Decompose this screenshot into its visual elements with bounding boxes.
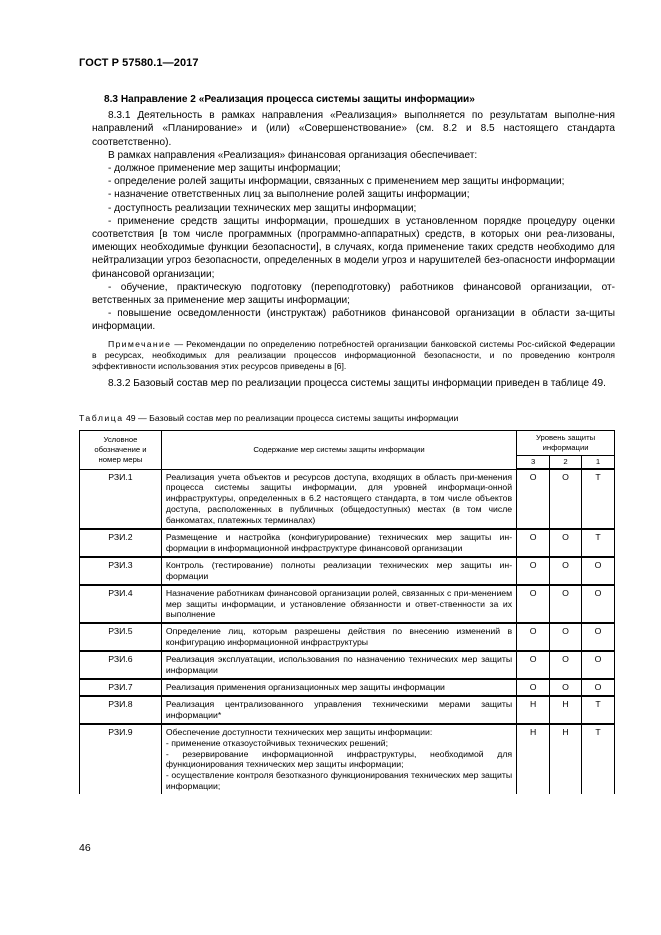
level-3-value: О <box>517 529 550 557</box>
level-2-value: О <box>550 679 582 696</box>
measure-content: Реализация применения организационных мер защиты информации <box>161 679 516 696</box>
measure-code: РЗИ.9 <box>80 724 162 794</box>
paragraph: 8.3.1 Деятельность в рамках направления «Реализация» выполняется по результатам выполне-ния направлений «Планирование» и (или) «Совершенствование» (см. 8.2 и 8.5 настоящего стандарта соответственно). <box>92 110 615 148</box>
measure-content: Реализация учета объектов и ресурсов доступа, входящих в область при-менения процесса системы защиты информации, для уровней информаци-онной инфраструктуры, определенных в 6.2 настоящего стандарта, в том числе объектов доступа, расположенных в публичных (общедоступных) местах (в том числе банкоматах, платежных терминалах) <box>161 469 516 529</box>
level-3-value: О <box>517 651 550 679</box>
table-caption-label: Таблица <box>79 413 124 423</box>
table-caption <box>79 413 458 423</box>
level-2-value: О <box>550 623 582 651</box>
page-number: 46 <box>79 842 91 854</box>
paragraph: 8.3.2 Базовый состав мер по реализации процесса системы защиты информации приведен в таблице 49. <box>108 378 606 390</box>
measure-code: РЗИ.7 <box>80 679 162 696</box>
level-1-value: О <box>582 557 615 585</box>
column-header-level-1: 1 <box>582 456 615 470</box>
column-header-level-3: 3 <box>517 456 550 470</box>
level-1-value: Т <box>582 696 615 724</box>
measure-content: Назначение работникам финансовой организации ролей, связанных с при-менением мер защиты информации, и установление обязанности и ответ-ственности за их выполнение <box>161 585 516 624</box>
table-caption-text: 49 — Базовый состав мер по реализации процесса системы защиты информации <box>123 413 459 423</box>
paragraph: В рамках направления «Реализация» финансовая организация обеспечивает: <box>108 149 478 161</box>
level-3-value: О <box>517 469 550 529</box>
table-row <box>80 557 615 585</box>
list-item: - повышение осведомленности (инструктаж) работников финансовой организации в области за-щиты информации. <box>92 308 615 333</box>
measure-content-line: - осуществление контроля безотказного функционирования технических мер защиты информации; <box>165 770 513 792</box>
note-label: Примечание <box>108 338 172 349</box>
measure-code: РЗИ.6 <box>80 651 162 679</box>
table-row <box>80 469 615 529</box>
level-2-value: О <box>550 529 582 557</box>
level-2-value: О <box>550 585 582 624</box>
measure-code: РЗИ.3 <box>80 557 162 585</box>
measure-code: РЗИ.8 <box>80 696 162 724</box>
note-text: — Рекомендации по определению потребностей организации банковской системы Рос-сийской Федерации в ресурсах, необходимых для реализации процессов информационной безопасности, и по проведению контроля эффективности использования этих ресурсов приведены в [6]. <box>92 338 615 372</box>
measure-content-line: Обеспечение доступности технических мер защиты информации: <box>165 726 433 737</box>
table-row <box>80 529 615 557</box>
note <box>92 339 615 373</box>
measure-code: РЗИ.1 <box>80 469 162 529</box>
list-item: - назначение ответственных лиц за выполнение ролей защиты информации; <box>108 189 470 201</box>
list-item: - должное применение мер защиты информации; <box>108 163 341 175</box>
table-row <box>80 651 615 679</box>
table-row <box>80 623 615 651</box>
section-body <box>92 93 615 390</box>
level-2-value: О <box>550 469 582 529</box>
table-row <box>80 696 615 724</box>
column-header-level: Уровень защиты информации <box>517 431 615 456</box>
level-2-value: Н <box>550 724 582 794</box>
measure-content: Реализация эксплуатации, использования по назначению технических мер защиты информации <box>161 651 516 679</box>
level-3-value: Н <box>517 696 550 724</box>
list-item: - обучение, практическую подготовку (переподготовку) работников финансовой организации, от-ветственных за применение мер защиты информации; <box>92 281 615 307</box>
table-row <box>80 585 615 624</box>
measure-content: Реализация централизованного управления техническими мерами защиты информации* <box>161 696 516 724</box>
list-item: - применение средств защиты информации, прошедших в установленном порядке процедуру оценки соответствия [в том числе программных (программно-аппаратных) средств, в которых они реа-лизованы, имеющих необходимые функции безопасности], в случаях, когда применение таких средств необходимо для нейтрализации угроз безопасности, определенных в модели угроз и нарушителей без-опасности информации финансовой организации; <box>92 215 615 280</box>
level-3-value: О <box>517 585 550 624</box>
standard-header: ГОСТ Р 57580.1—2017 <box>79 57 199 69</box>
measure-content: Определение лиц, которым разрешены действия по внесению изменений в конфигурацию информационной инфраструктуры <box>161 623 516 651</box>
measure-content: Контроль (тестирование) полноты реализации технических мер защиты ин-формации <box>161 557 516 585</box>
measure-content-line: - применение отказоустойчивых технических решений; <box>165 737 389 748</box>
column-header-code: Условное обозначение и номер меры <box>80 431 162 470</box>
table-header-row <box>80 431 615 456</box>
list-item: - доступность реализации технических мер защиты информации; <box>108 202 417 214</box>
level-2-value: О <box>550 651 582 679</box>
table-row <box>80 724 615 794</box>
list-item: - определение ролей защиты информации, связанных с применением мер защиты информации; <box>108 176 565 188</box>
level-3-value: О <box>517 557 550 585</box>
table-body <box>80 469 615 794</box>
section-title: 8.3 Направление 2 «Реализация процесса системы защиты информации» <box>104 94 475 105</box>
measure-content-line: - резервирование информационной инфраструктуры, необходимой для функционирования технических мер защиты информации; <box>165 748 513 770</box>
level-2-value: О <box>550 557 582 585</box>
level-3-value: О <box>517 679 550 696</box>
level-3-value: Н <box>517 724 550 794</box>
level-1-value: Т <box>582 529 615 557</box>
level-1-value: О <box>582 679 615 696</box>
column-header-content: Содержание мер системы защиты информации <box>161 431 516 470</box>
level-2-value: Н <box>550 696 582 724</box>
measure-code: РЗИ.4 <box>80 585 162 624</box>
level-3-value: О <box>517 623 550 651</box>
level-1-value: О <box>582 585 615 624</box>
column-header-level-2: 2 <box>550 456 582 470</box>
level-1-value: Т <box>582 724 615 794</box>
measure-content: Размещение и настройка (конфигурирование) технических мер защиты ин-формации в информационной инфраструктуре финансовой организации <box>161 529 516 557</box>
table-row <box>80 679 615 696</box>
level-1-value: О <box>582 651 615 679</box>
level-1-value: Т <box>582 469 615 529</box>
measure-code: РЗИ.2 <box>80 529 162 557</box>
measure-content <box>161 724 516 794</box>
measures-table <box>79 430 615 794</box>
measure-code: РЗИ.5 <box>80 623 162 651</box>
level-1-value: О <box>582 623 615 651</box>
